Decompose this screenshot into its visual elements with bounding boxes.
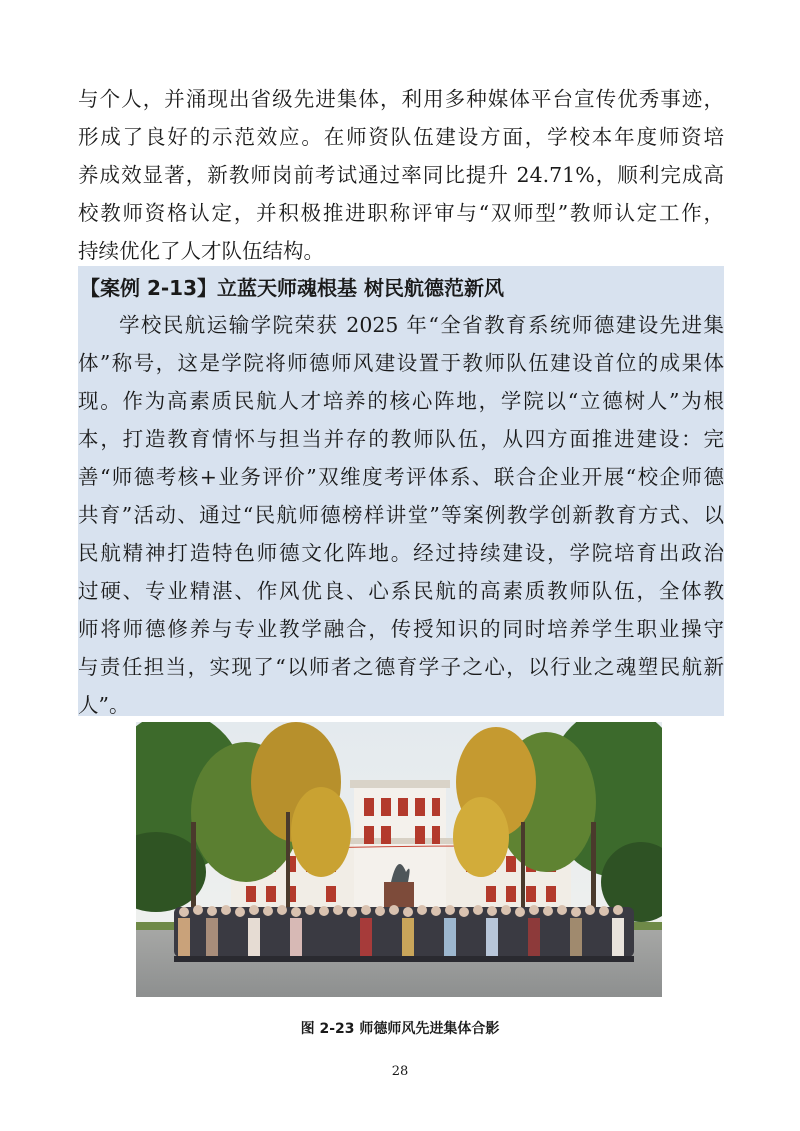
intro-paragraph [78, 80, 724, 270]
text-line: 过硬、专业精湛、作风优良、心系民航的高素质教师队伍，全体教 [78, 579, 724, 603]
text-line: 人”。 [78, 693, 130, 717]
text-line: 共育”活动、通过“民航师德榜样讲堂”等案例教学创新教育方式、以 [78, 503, 724, 527]
text-line: 本，打造教育情怀与担当并存的教师队伍，从四方面推进建设：完 [78, 427, 724, 451]
text-line: 学校民航运输学院荣获 2025 年“全省教育系统师德建设先进集 [119, 313, 724, 337]
text-line: 师将师德修养与专业教学融合，传授知识的同时培养学生职业操守 [78, 617, 724, 641]
text-line: 民航精神打造特色师德文化阵地。经过持续建设，学院培育出政治 [78, 541, 724, 565]
text-line: 养成效显著，新教师岗前考试通过率同比提升 24.71%，顺利完成高 [78, 163, 724, 187]
text-line: 体”称号，这是学院将师德师风建设置于教师队伍建设首位的成果体 [78, 351, 724, 375]
text-line: 现。作为高素质民航人才培养的核心阵地，学院以“立德树人”为根 [78, 389, 724, 413]
case-body [78, 306, 724, 724]
page-number: 28 [391, 1064, 409, 1079]
group-photo [136, 722, 662, 997]
text-line: 与个人，并涌现出省级先进集体，利用多种媒体平台宣传优秀事迹， [78, 87, 724, 111]
text-line: 与责任担当，实现了“以师者之德育学子之心，以行业之魂塑民航新 [78, 655, 724, 679]
text-line: 持续优化了人才队伍结构。 [78, 239, 324, 263]
text-line: 形成了良好的示范效应。在师资队伍建设方面，学校本年度师资培 [78, 125, 724, 149]
group-of-people [174, 905, 634, 962]
text-line: 校教师资格认定，并积极推进职称评审与“双师型”教师认定工作， [78, 201, 724, 225]
text-line: 善“师德考核+业务评价”双维度考评体系、联合企业开展“校企师德 [78, 465, 724, 489]
figure-caption: 图 2-23 师德师风先进集体合影 [300, 1021, 500, 1037]
case-title: 【案例 2-13】立蓝天师魂根基 树民航德范新风 [80, 276, 504, 300]
